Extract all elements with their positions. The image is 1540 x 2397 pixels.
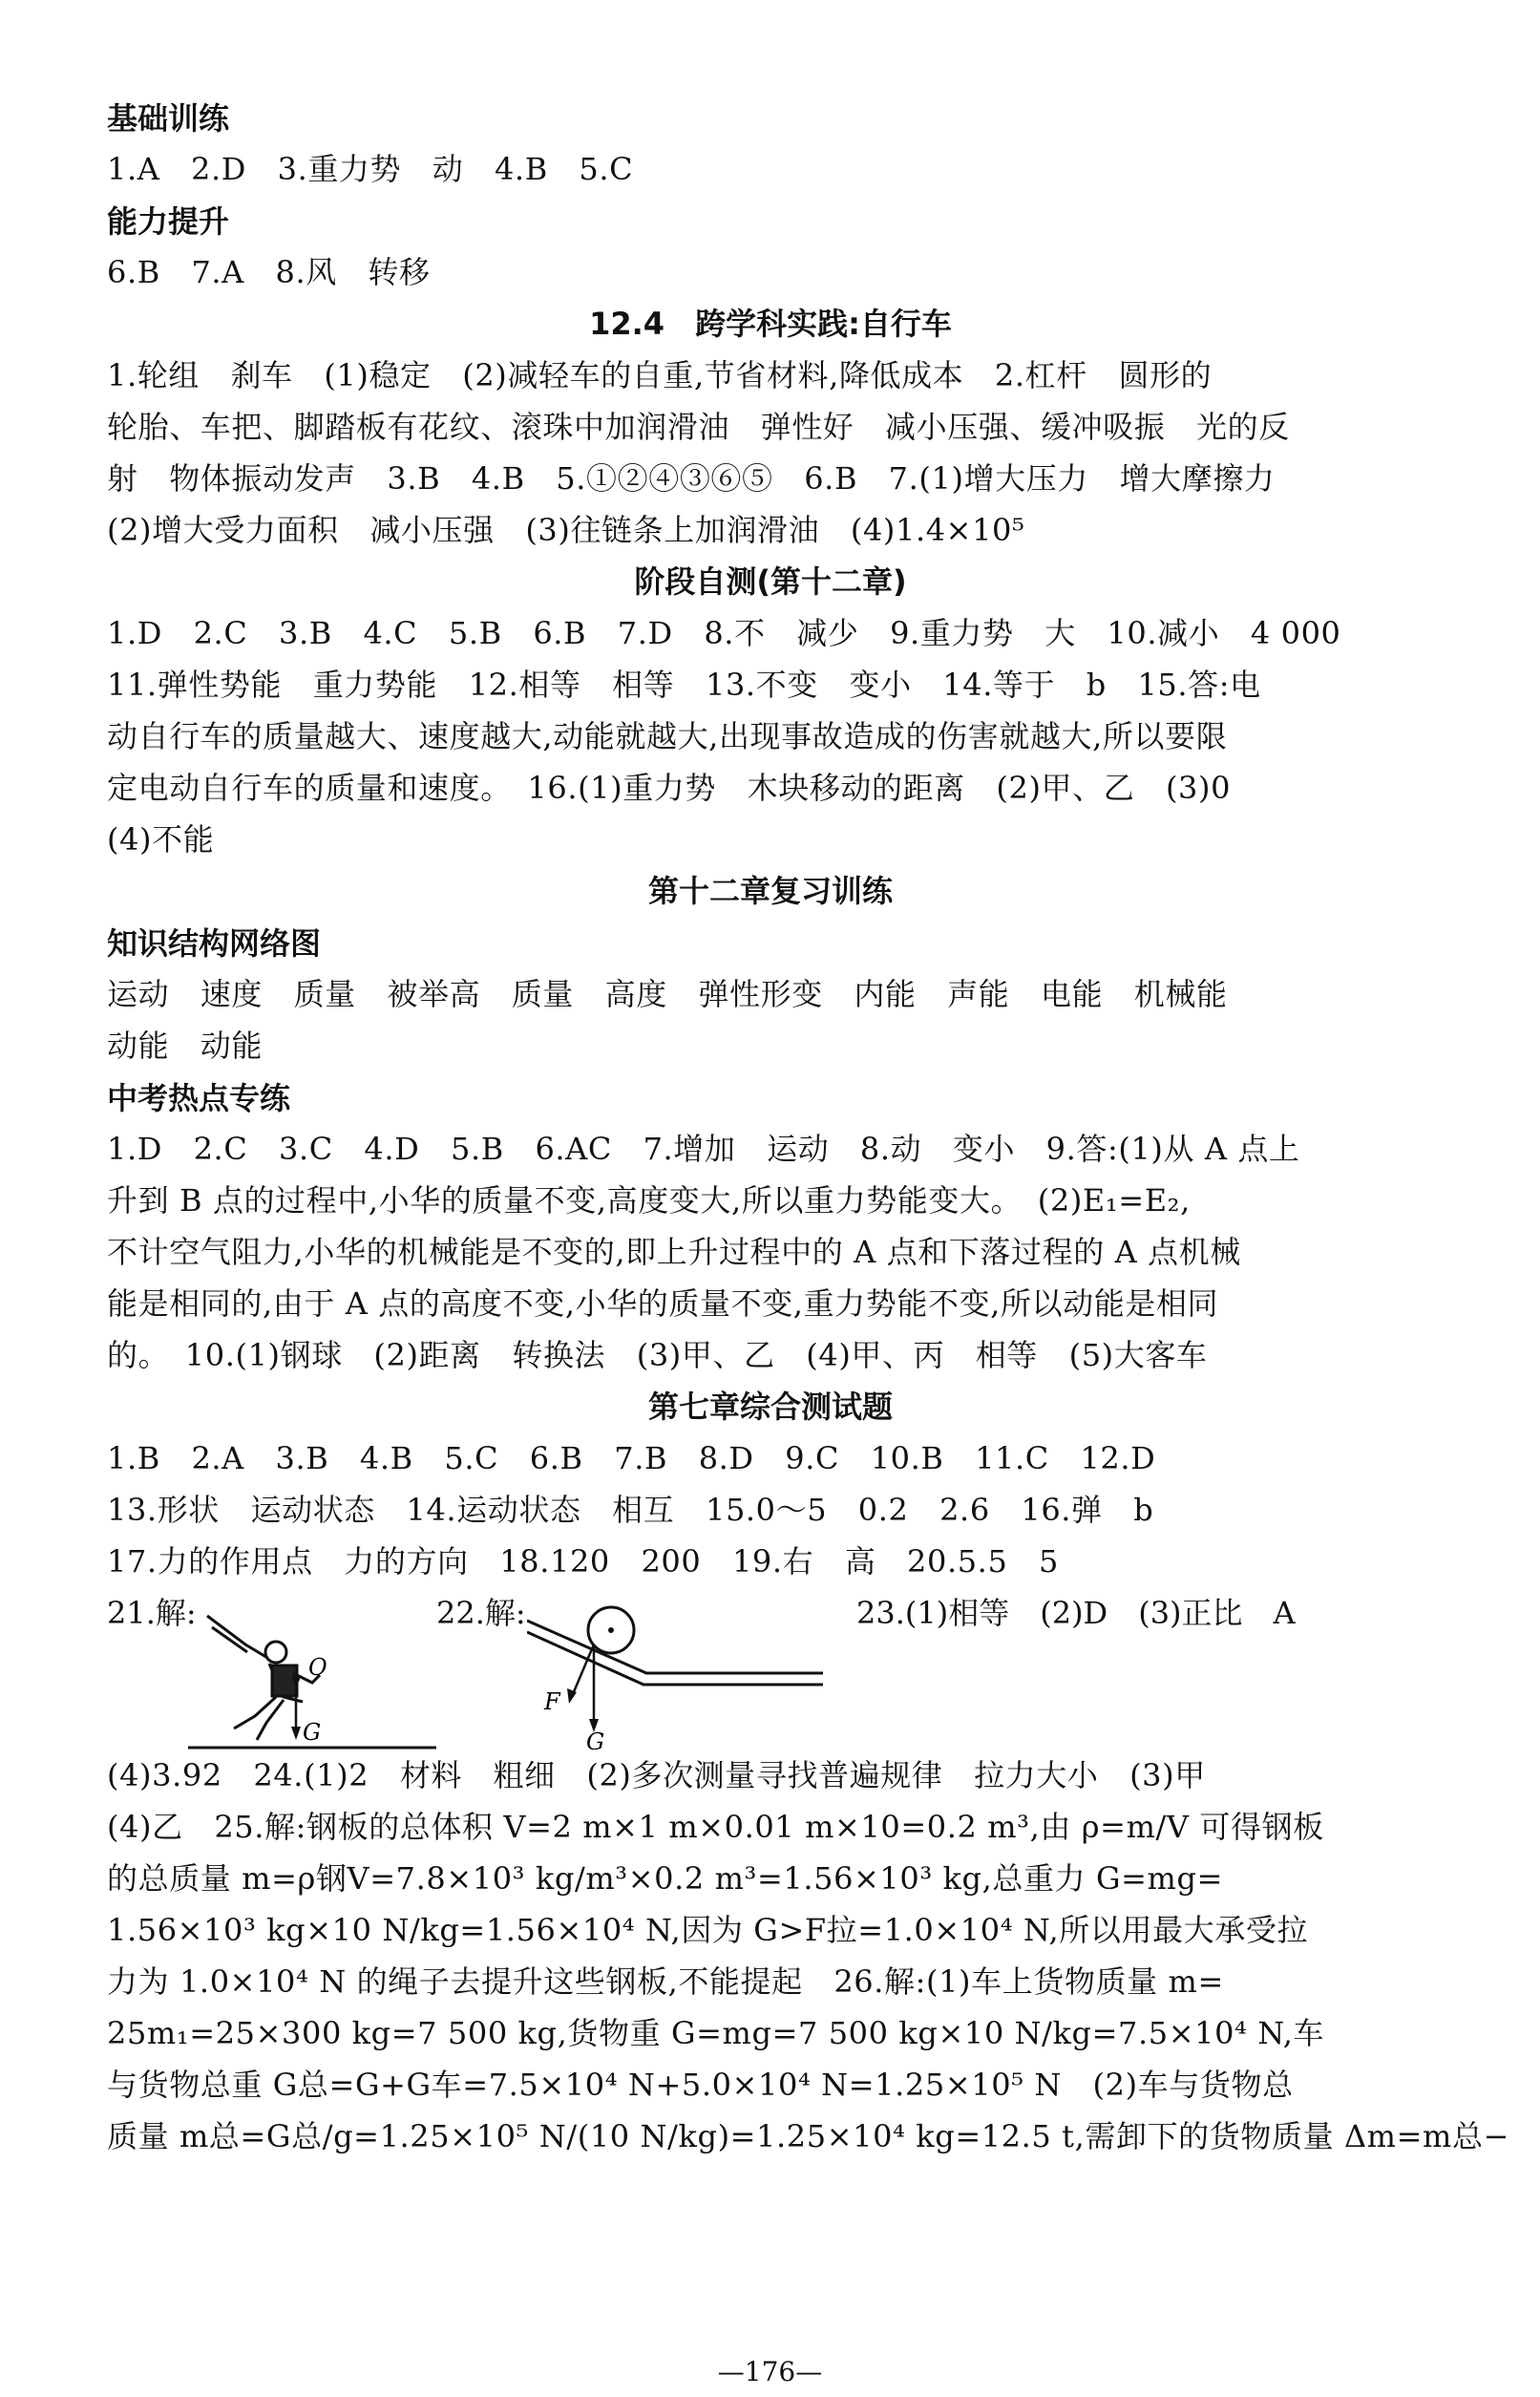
answer-line: 动能 动能 [107,1028,264,1064]
section-title-review: 第十二章复习训练 [647,873,893,909]
answer-line: (4)不能 [107,821,215,858]
answer-line: 定电动自行车的质量和速度。 16.(1)重力势 木块移动的距离 (2)甲、乙 (3)0 [107,770,1232,806]
answer-line: 1.D 2.C 3.B 4.C 5.B 6.B 7.D 8.不 减少 9.重力势 大 10.减小 4 000 [107,615,1341,651]
label-g: G [586,1729,605,1750]
answer-line: 与货物总重 G总=G+G车=7.5×10⁴ N+5.0×10⁴ N=1.25×10⁵ N (2)车与货物总 [107,2067,1294,2103]
answer-line: 1.56×10³ kg×10 N/kg=1.56×10⁴ N,因为 G>F拉=1.0×10⁴ N,所以用最大承受拉 [107,1912,1309,1948]
q22-label: 22.解: [436,1595,526,1631]
label-g: G [303,1719,322,1746]
label-o: O [308,1654,327,1681]
section-title-stage: 阶段自测(第十二章) [634,563,907,600]
answer-line: (4)乙 25.解:钢板的总体积 V=2 m×1 m×0.01 m×10=0.2 m³,由 ρ=m/V 可得钢板 [107,1809,1324,1845]
answer-line: 6.B 7.A 8.风 转移 [107,254,431,290]
answer-line: 射 物体振动发声 3.B 4.B 5.①②④③⑥⑤ 6.B 7.(1)增大压力 增大摩擦力 [107,460,1276,497]
answer-line: (4)3.92 24.(1)2 材料 粗细 (2)多次测量寻找普遍规律 拉力大小 (3)甲 [107,1757,1206,1793]
answer-line: 质量 m总=G总/g=1.25×10⁵ N/(10 N/kg)=1.25×10⁴ kg=12.5 t,需卸下的货物质量 Δm=m总− [107,2118,1509,2154]
answer-line: 不计空气阻力,小华的机械能是不变的,即上升过程中的 A 点和下落过程的 A 点机械 [107,1234,1241,1270]
answer-line: 1.B 2.A 3.B 4.B 5.C 6.B 7.B 8.D 9.C 10.B 11.C 12.D [107,1440,1156,1476]
section-heading-basic: 基础训练 [107,100,230,137]
section-heading-ability: 能力提升 [107,203,230,240]
label-f: F [544,1688,560,1715]
answer-line: 的。 10.(1)钢球 (2)距离 转换法 (3)甲、乙 (4)甲、丙 相等 (5)大客车 [107,1337,1208,1373]
answer-line: 1.轮组 刹车 (1)稳定 (2)减轻车的自重,节省材料,降低成本 2.杠杆 圆形的 [107,357,1213,393]
answer-line: 力为 1.0×10⁴ N 的绳子去提升这些钢板,不能提起 26.解:(1)车上货物质量 m= [107,1963,1224,2000]
q21-label: 21.解: [107,1595,197,1631]
section-title-bike: 12.4 跨学科实践:自行车 [589,306,952,342]
ball-center [608,1627,614,1633]
gravity-arrowhead [291,1727,301,1740]
force-f-arrow [573,1644,594,1694]
answer-page [107,92,1509,2162]
answer-line: 1.D 2.C 3.C 4.D 5.B 6.AC 7.增加 运动 8.动 变小 9.答:(1)从 A 点上 [107,1131,1300,1167]
answer-line: 25m₁=25×300 kg=7 500 kg,货物重 G=mg=7 500 kg×10 N/kg=7.5×10⁴ N,车 [107,2015,1325,2051]
answer-line: 17.力的作用点 力的方向 18.120 200 19.右 高 20.5.5 5 [107,1543,1059,1580]
answer-line: 1.A 2.D 3.重力势 动 4.B 5.C [107,151,634,187]
answer-line: 轮胎、车把、脚踏板有花纹、滚珠中加润滑油 弹性好 减小压强、缓冲吸振 光的反 [107,409,1290,445]
answer-line: 运动 速度 质量 被举高 质量 高度 弹性形变 内能 声能 电能 机械能 [107,976,1228,1012]
section-title-ch7: 第七章综合测试题 [647,1389,893,1425]
incline-surface [527,1621,823,1673]
q21-figure [188,1606,436,1750]
q22-figure [527,1587,842,1750]
answer-line: 能是相同的,由于 A 点的高度不变,小华的质量不变,重力势能不变,所以动能是相同 [107,1285,1219,1322]
answer-line: 的总质量 m=ρ钢V=7.8×10³ kg/m³×0.2 m³=1.56×10³ kg,总重力 G=mg= [107,1860,1223,1897]
answer-line: (2)增大受力面积 减小压强 (3)往链条上加润滑油 (4)1.4×10⁵ [107,512,1025,548]
answer-line: 11.弹性势能 重力势能 12.相等 相等 13.不变 变小 14.等于 b 15.答:电 [107,667,1261,703]
page-number: —176— [717,2356,823,2387]
answer-line: 13.形状 运动状态 14.运动状态 相互 15.0～5 0.2 2.6 16.弹 b [107,1492,1154,1528]
section-heading-knowledge: 知识结构网络图 [107,925,322,962]
figure-row [107,1587,1434,1750]
answer-line: 升到 B 点的过程中,小华的质量不变,高度变大,所以重力势能变大。 (2)E₁=E₂, [107,1182,1191,1219]
q23-text: 23.(1)相等 (2)D (3)正比 A [856,1595,1296,1631]
answer-line: 动自行车的质量越大、速度越大,动能就越大,出现事故造成的伤害就越大,所以要限 [107,718,1228,754]
section-heading-hot: 中考热点专练 [107,1080,291,1116]
